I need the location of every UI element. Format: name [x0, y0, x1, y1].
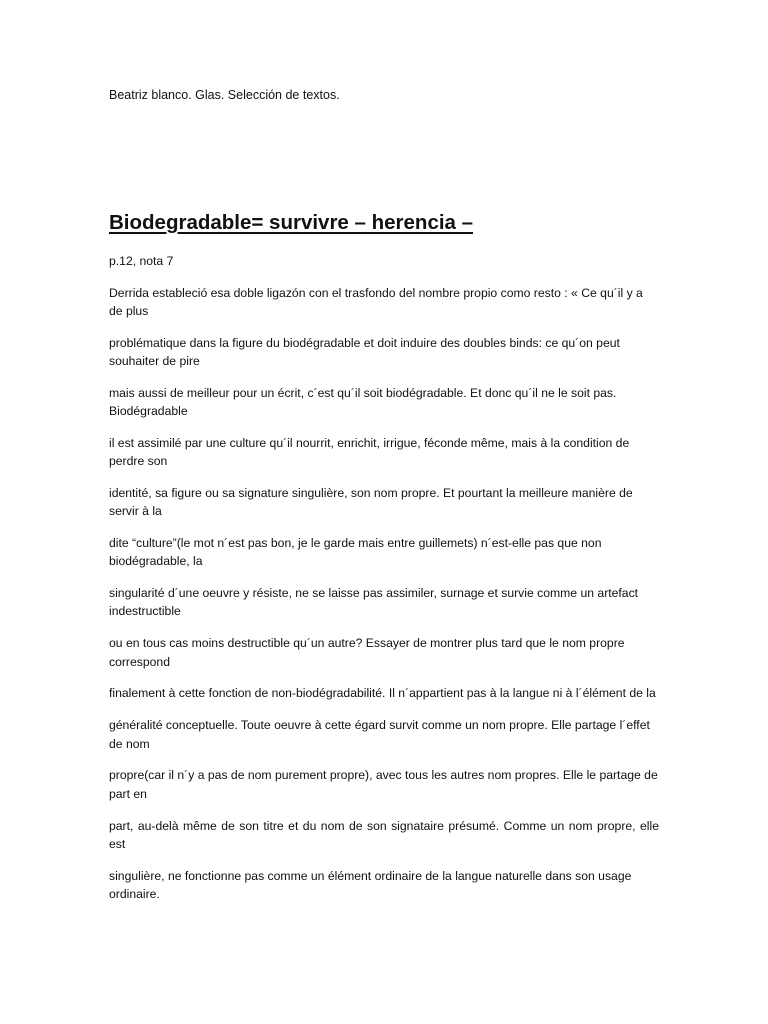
paragraph: finalement à cette fonction de non-biodégradabilité. Il n´appartient pas à la langue ni à l´élément de la — [109, 686, 656, 701]
paragraph: problématique dans la figure du biodégradable et doit induire des doubles binds: ce qu´on peut souhaiter de pire — [109, 335, 620, 368]
paragraph: dite “culture”(le mot n´est pas bon, je le garde mais entre guillemets) n´est-elle pas que non biodégradable, la — [109, 536, 602, 569]
paragraph: part, au-delà même de son titre et du nom de son signataire présumé. Comme un nom propre, elle est — [109, 818, 659, 851]
document-body — [109, 252, 659, 917]
paragraph: mais aussi de meilleur pour un écrit, c´est qu´il soit biodégradable. Et donc qu´il ne le soit pas. Biodégradable — [109, 385, 617, 419]
paragraph: généralité conceptuelle. Toute oeuvre à cette égard survit comme un nom propre. Elle partage l´effet de nom — [109, 718, 650, 751]
page-title: Biodegradable= survivre – herencia – — [109, 211, 474, 234]
paragraph: Derrida estableció esa doble ligazón con el trasfondo del nombre propio como resto : « Ce qu´il y a de plus — [109, 285, 643, 318]
paragraph: identité, sa figure ou sa signature singulière, son nom propre. Et pourtant la meilleure manière de servir à la — [109, 486, 633, 519]
note-reference: p.12, nota 7 — [109, 254, 174, 268]
author-line: Beatriz blanco. Glas. Selección de textos. — [109, 88, 340, 102]
paragraph: singulière, ne fonctionne pas comme un élément ordinaire de la langue naturelle dans son usage ordinaire. — [109, 868, 632, 901]
paragraph: singularité d´une oeuvre y résiste, ne se laisse pas assimiler, surnage et survie comme un artefact indestructible — [109, 586, 639, 619]
paragraph: ou en tous cas moins destructible qu´un autre? Essayer de montrer plus tard que le nom propre correspond — [109, 636, 625, 669]
paragraph: il est assimilé par une culture qu´il nourrit, enrichit, irrigue, féconde même, mais à la condition de perdre son — [109, 435, 630, 469]
paragraph: propre(car il n´y a pas de nom purement propre), avec tous les autres nom propres. Elle le partage de part en — [109, 768, 658, 801]
